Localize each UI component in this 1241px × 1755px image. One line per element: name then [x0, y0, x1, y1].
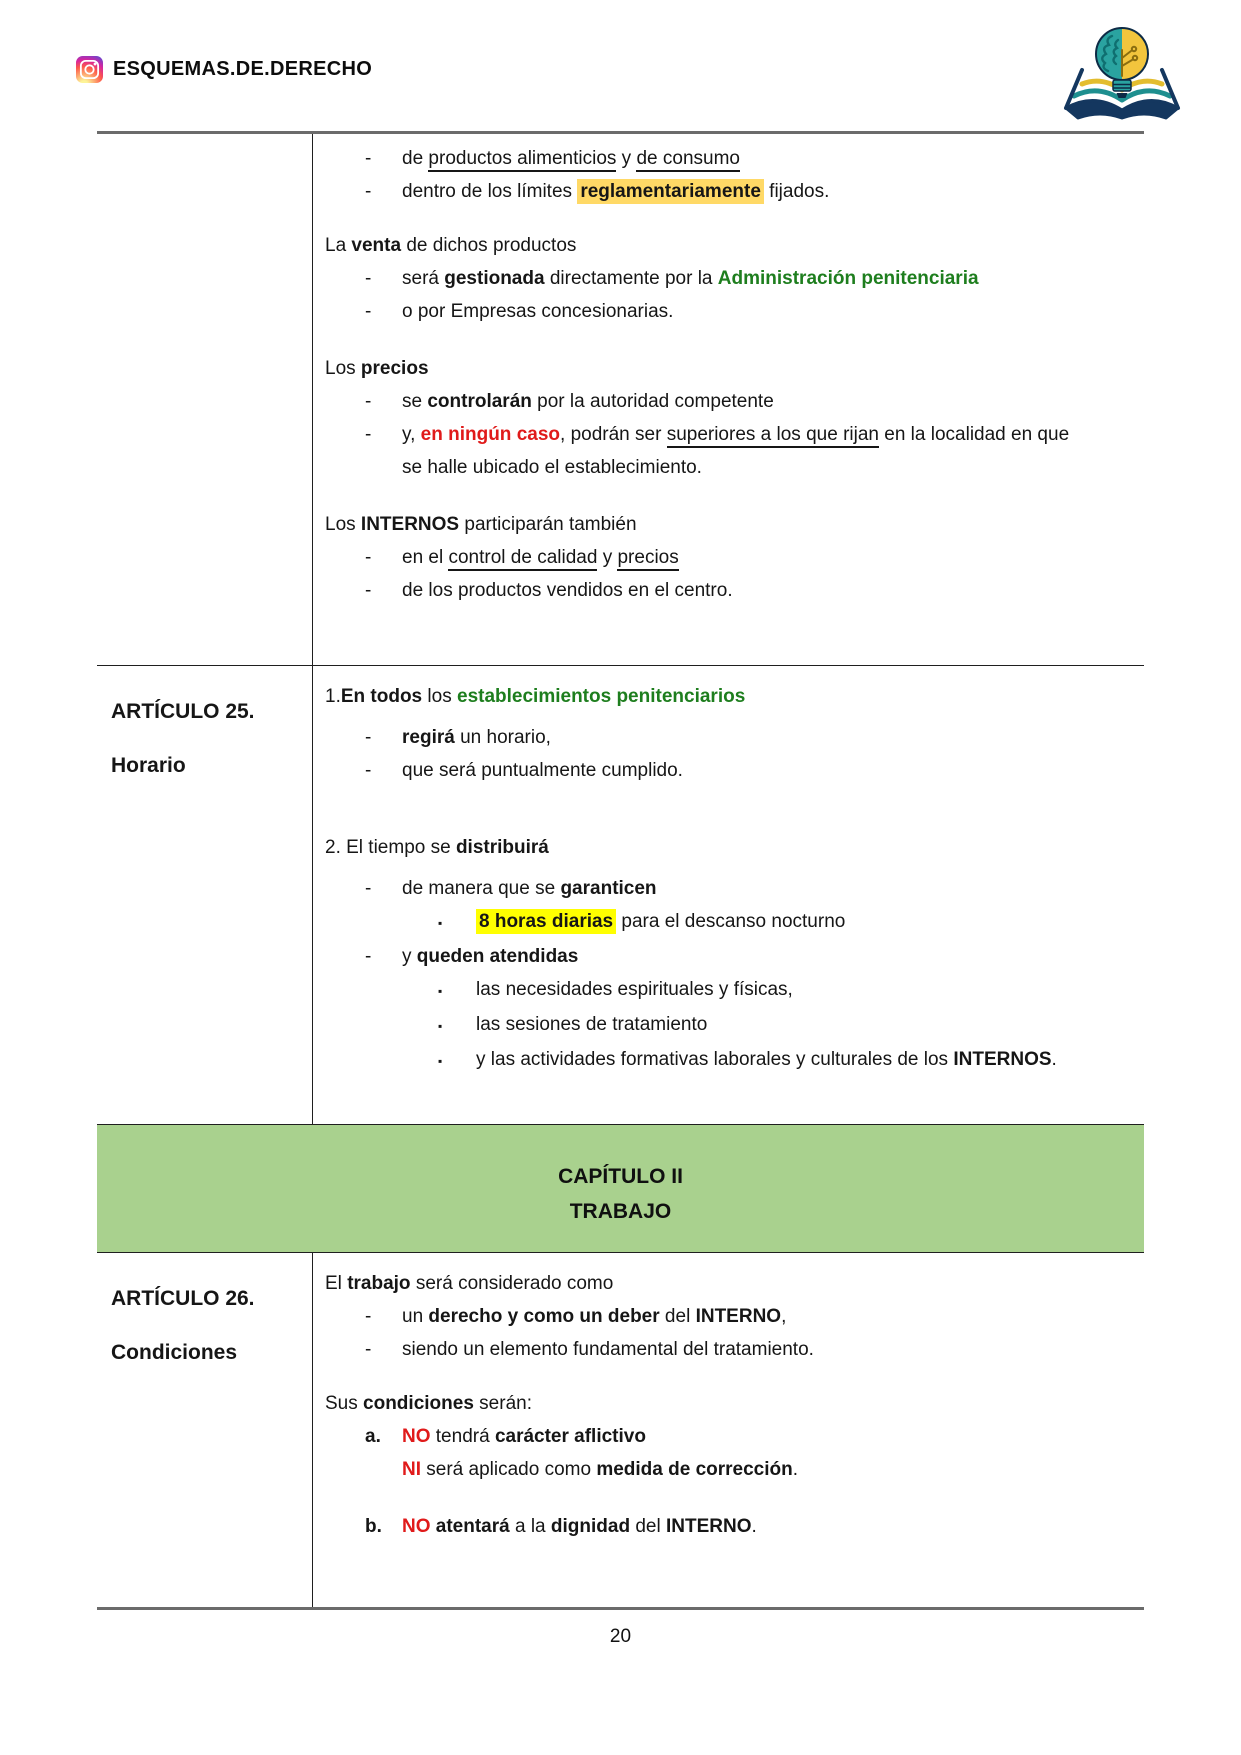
text-run: las necesidades espirituales y físicas,: [476, 979, 793, 1000]
text-run: Administración penitenciaria: [717, 268, 979, 289]
text-line: [325, 1300, 1136, 1333]
text-run: NO: [402, 1426, 431, 1447]
dash-bullet-icon: -: [365, 878, 372, 899]
chapter-subheading: TRABAJO: [569, 1200, 672, 1223]
text-line: [325, 418, 1136, 451]
text-run: condiciones: [363, 1393, 474, 1414]
text-line: [325, 385, 1136, 418]
table-row: [97, 665, 1144, 1124]
text-run: El: [325, 1273, 348, 1294]
text-line: [325, 1387, 1136, 1420]
text-line: [325, 1420, 1136, 1453]
text-run: tendrá: [430, 1426, 495, 1447]
dash-bullet-icon: -: [365, 301, 372, 322]
text-run: reglamentariamente: [577, 179, 764, 204]
square-bullet-icon: ▪: [438, 1019, 443, 1033]
blank-line: [325, 713, 1136, 721]
text-run: en la localidad en que: [878, 424, 1070, 445]
text-run: a la: [509, 1516, 551, 1537]
dash-bullet-icon: -: [365, 946, 372, 967]
dash-bullet-icon: -: [365, 181, 372, 202]
text-run: fijados.: [763, 181, 830, 202]
text-run: INTERNO: [665, 1516, 752, 1537]
text-run: NO: [402, 1516, 431, 1537]
blank-line: [325, 484, 1136, 508]
blank-line: [325, 787, 1136, 831]
text-run: .: [751, 1516, 757, 1537]
text-run: en ningún caso: [420, 424, 561, 445]
text-run: de: [402, 148, 429, 169]
text-run: superiores a los que rijan: [667, 424, 879, 448]
text-run: precios: [617, 547, 678, 571]
text-run: será considerado como: [410, 1273, 614, 1294]
text-line: [325, 905, 1136, 940]
instagram-icon: [76, 56, 103, 83]
dash-bullet-icon: -: [365, 424, 372, 445]
text-run: trabajo: [347, 1273, 411, 1294]
text-run: En todos: [340, 686, 423, 707]
text-run: siendo un elemento fundamental del tratamiento.: [402, 1339, 814, 1360]
text-run: Los: [325, 514, 361, 535]
text-run: de manera que se: [402, 878, 561, 899]
dash-bullet-icon: -: [365, 1306, 372, 1327]
text-line: [325, 973, 1136, 1008]
text-run: para el descanso nocturno: [616, 911, 846, 932]
chapter-banner: [97, 1124, 1144, 1252]
square-bullet-icon: ▪: [438, 916, 443, 930]
text-line: [325, 831, 1136, 864]
dash-bullet-icon: -: [365, 391, 372, 412]
text-line: [325, 872, 1136, 905]
text-run: INTERNOS: [360, 514, 460, 535]
text-run: de los productos vendidos en el centro.: [402, 580, 733, 601]
text-line: [325, 1267, 1136, 1300]
text-run: INTERNO: [695, 1306, 782, 1327]
text-run: las sesiones de tratamiento: [476, 1014, 708, 1035]
blank-line: [325, 1486, 1136, 1510]
blank-line: [325, 328, 1136, 352]
page-number: 20: [609, 1626, 632, 1647]
dash-bullet-icon: -: [365, 580, 372, 601]
text-run: Sus: [325, 1393, 364, 1414]
blank-line: [325, 1366, 1136, 1387]
text-line: [325, 1008, 1136, 1043]
text-run: un horario,: [454, 727, 551, 748]
text-run: serán:: [473, 1393, 532, 1414]
article-content-cell: [313, 666, 1144, 1124]
text-run: dignidad: [550, 1516, 631, 1537]
article-label-cell: [97, 134, 313, 665]
article-number: ARTÍCULO 26.: [111, 1287, 255, 1310]
text-run: .: [1051, 1049, 1057, 1070]
text-run: por la autoridad competente: [531, 391, 774, 412]
article-label-cell: [97, 666, 313, 1124]
text-line: [325, 940, 1136, 973]
text-run: regirá: [402, 727, 455, 748]
text-run: en el: [402, 547, 449, 568]
article-content-cell: [313, 1253, 1144, 1607]
text-run: se halle ubicado el establecimiento.: [402, 457, 702, 478]
brand-title: ESQUEMAS.DE.DERECHO: [113, 58, 373, 80]
text-run: y: [402, 946, 417, 967]
article-title: Condiciones: [111, 1341, 238, 1364]
text-run: los: [422, 686, 457, 707]
text-run: La: [325, 235, 352, 256]
text-run: establecimientos penitenciarios: [457, 686, 746, 707]
text-run: controlarán: [427, 391, 532, 412]
text-run: carácter aflictivo: [494, 1426, 646, 1447]
text-run: queden atendidas: [416, 946, 579, 967]
alpha-list-marker: b.: [365, 1516, 382, 1537]
blank-line: [325, 864, 1136, 872]
text-run: de dichos productos: [401, 235, 577, 256]
text-run: gestionada: [444, 268, 545, 289]
text-line: [325, 352, 1136, 385]
text-run: y: [597, 547, 618, 568]
text-run: y,: [402, 424, 421, 445]
schema-table: [97, 131, 1144, 1610]
text-line: [325, 295, 1136, 328]
text-run: .: [792, 1459, 799, 1480]
text-line: [325, 754, 1136, 787]
text-run: y: [616, 148, 637, 169]
dash-bullet-icon: -: [365, 727, 372, 748]
text-run: Los: [325, 358, 361, 379]
text-line: [325, 1333, 1136, 1366]
brain-bulb-book-logo-icon: [1056, 18, 1190, 128]
dash-bullet-icon: -: [365, 268, 372, 289]
text-line: [325, 142, 1136, 175]
text-run: INTERNOS: [953, 1049, 1052, 1070]
text-run: atentará: [435, 1516, 510, 1537]
dash-bullet-icon: -: [365, 1339, 372, 1360]
table-row: [97, 134, 1144, 665]
text-line: [325, 1510, 1136, 1543]
text-run: 8 horas diarias: [476, 909, 616, 934]
text-run: será aplicado como: [421, 1459, 597, 1480]
text-line: [325, 1453, 1136, 1486]
square-bullet-icon: ▪: [438, 1054, 443, 1068]
table-row: [97, 1252, 1144, 1607]
text-run: y las actividades formativas laborales y culturales de los: [476, 1049, 954, 1070]
text-line: [325, 721, 1136, 754]
text-run: , podrán ser: [560, 424, 667, 445]
text-run: participarán también: [459, 514, 637, 535]
text-run: será: [402, 268, 445, 289]
text-line: [325, 175, 1136, 208]
text-line: [325, 229, 1136, 262]
text-run: productos alimenticios: [428, 148, 616, 172]
text-run: dentro de los límites: [402, 181, 578, 202]
dash-bullet-icon: -: [365, 760, 372, 781]
text-run: directamente por la: [544, 268, 718, 289]
blank-line: [325, 208, 1136, 229]
text-line: [325, 508, 1136, 541]
dash-bullet-icon: -: [365, 148, 372, 169]
text-line: [325, 680, 1136, 713]
text-run: garanticen: [560, 878, 657, 899]
text-run: venta: [351, 235, 402, 256]
dash-bullet-icon: -: [365, 547, 372, 568]
text-run: medida de corrección: [596, 1459, 793, 1480]
article-number: ARTÍCULO 25.: [111, 700, 255, 723]
text-run: ,: [781, 1306, 787, 1327]
text-line: [325, 262, 1136, 295]
text-run: del: [659, 1306, 696, 1327]
text-run: precios: [360, 358, 429, 379]
text-run: distribuirá: [455, 837, 549, 858]
text-run: un: [402, 1306, 429, 1327]
chapter-heading: CAPÍTULO II: [558, 1165, 683, 1188]
text-run: del: [630, 1516, 666, 1537]
text-line: [325, 574, 1136, 607]
article-label-cell: [97, 1253, 313, 1607]
header-brand: [76, 56, 372, 83]
text-line: [325, 451, 1136, 484]
text-run: NI: [402, 1459, 421, 1480]
article-content-cell: [313, 134, 1144, 665]
text-run: que será puntualmente cumplido.: [402, 760, 683, 781]
square-bullet-icon: ▪: [438, 984, 443, 998]
text-run: se: [402, 391, 428, 412]
text-line: [325, 1043, 1136, 1078]
text-run: control de calidad: [448, 547, 597, 571]
text-run: derecho y como un deber: [428, 1306, 660, 1327]
text-run: o por Empresas concesionarias.: [402, 301, 674, 322]
text-run: de consumo: [636, 148, 740, 172]
text-line: [325, 541, 1136, 574]
article-title: Horario: [111, 754, 186, 777]
alpha-list-marker: a.: [365, 1426, 381, 1447]
text-run: 2. El tiempo se: [325, 837, 456, 858]
text-run: 1.: [325, 686, 341, 707]
